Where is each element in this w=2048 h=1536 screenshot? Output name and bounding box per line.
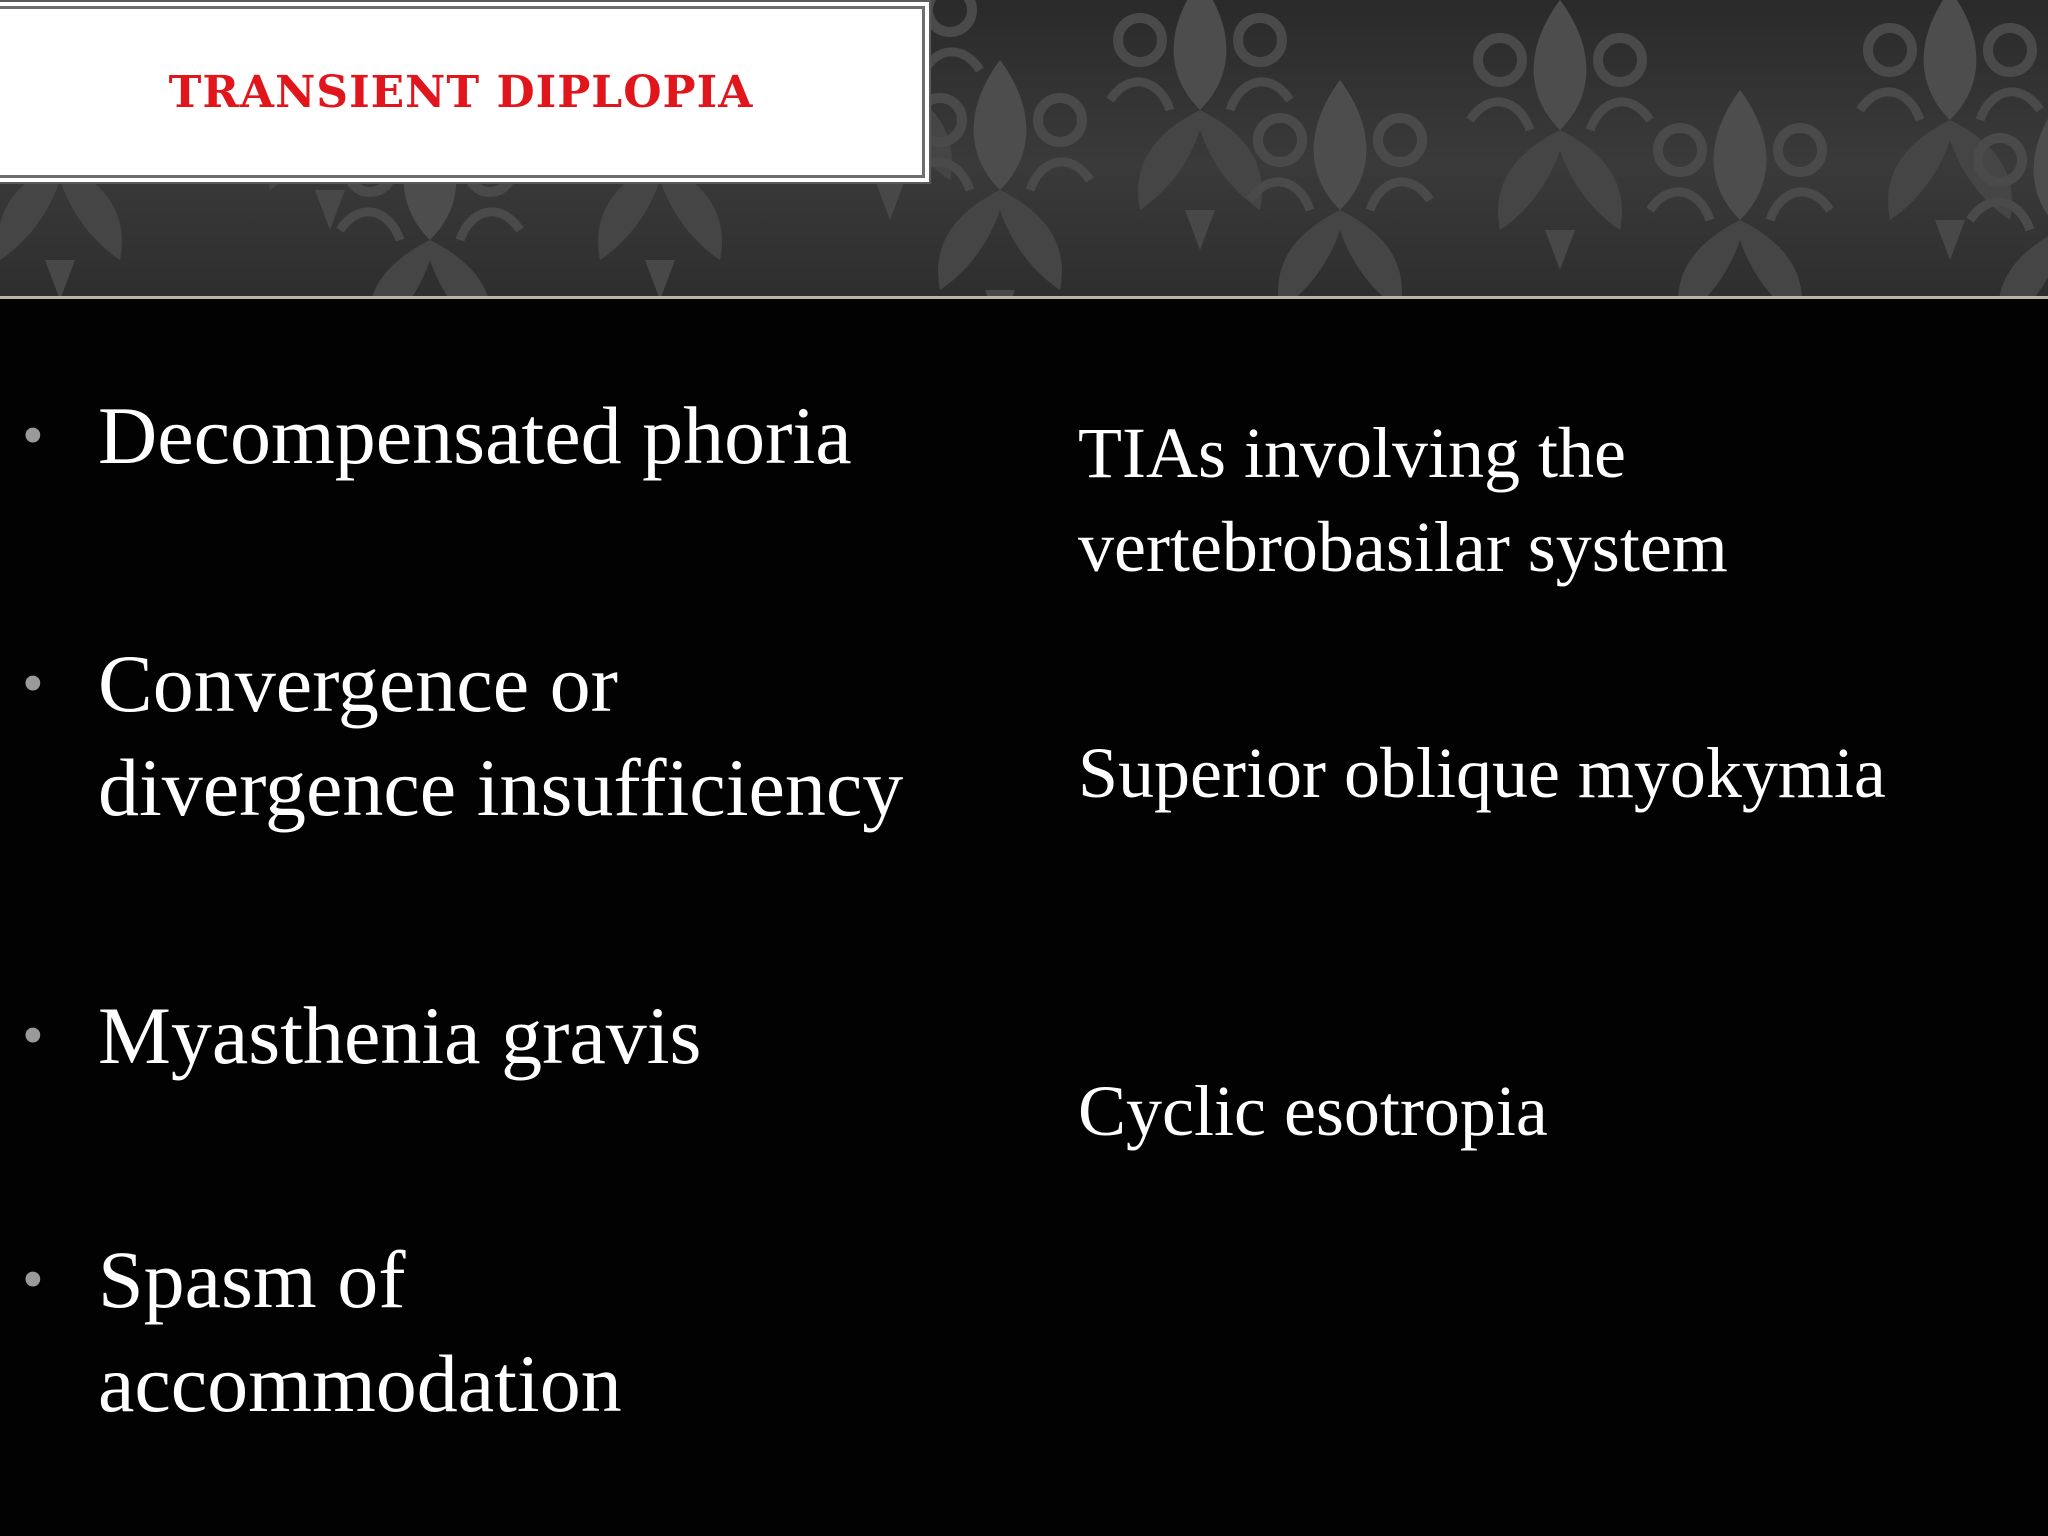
left-item-line1: Myasthenia gravis xyxy=(98,990,702,1081)
header-divider-line xyxy=(0,296,2048,299)
bullet-dot-icon: • xyxy=(22,1246,44,1314)
left-item-text xyxy=(98,632,978,840)
left-item-text xyxy=(98,984,978,1088)
right-item-line1: TIAs involving the xyxy=(1078,413,1626,493)
right-item-line1: Superior oblique myokymia xyxy=(1078,733,1886,813)
left-item-line2: divergence insufficiency xyxy=(98,742,904,833)
left-item-line2: accommodation xyxy=(98,1338,622,1429)
slide-title: TRANSIENT DIPLOPIA xyxy=(168,66,754,118)
right-list-item xyxy=(1078,406,2038,594)
right-item-line1: Cyclic esotropia xyxy=(1078,1071,1548,1151)
title-box xyxy=(0,6,925,178)
left-item-text xyxy=(98,384,978,488)
left-item-text xyxy=(98,1228,978,1436)
left-item-line1: Spasm of xyxy=(98,1234,406,1325)
right-list-item xyxy=(1078,726,2038,820)
left-item-line1: Convergence or xyxy=(98,638,618,729)
right-item-line2: vertebrobasilar system xyxy=(1078,507,1728,587)
right-list-item xyxy=(1078,1064,2038,1158)
left-item-line1: Decompensated phoria xyxy=(98,390,852,481)
bullet-dot-icon: • xyxy=(22,402,44,470)
bullet-dot-icon: • xyxy=(22,650,44,718)
bullet-dot-icon: • xyxy=(22,1002,44,1070)
